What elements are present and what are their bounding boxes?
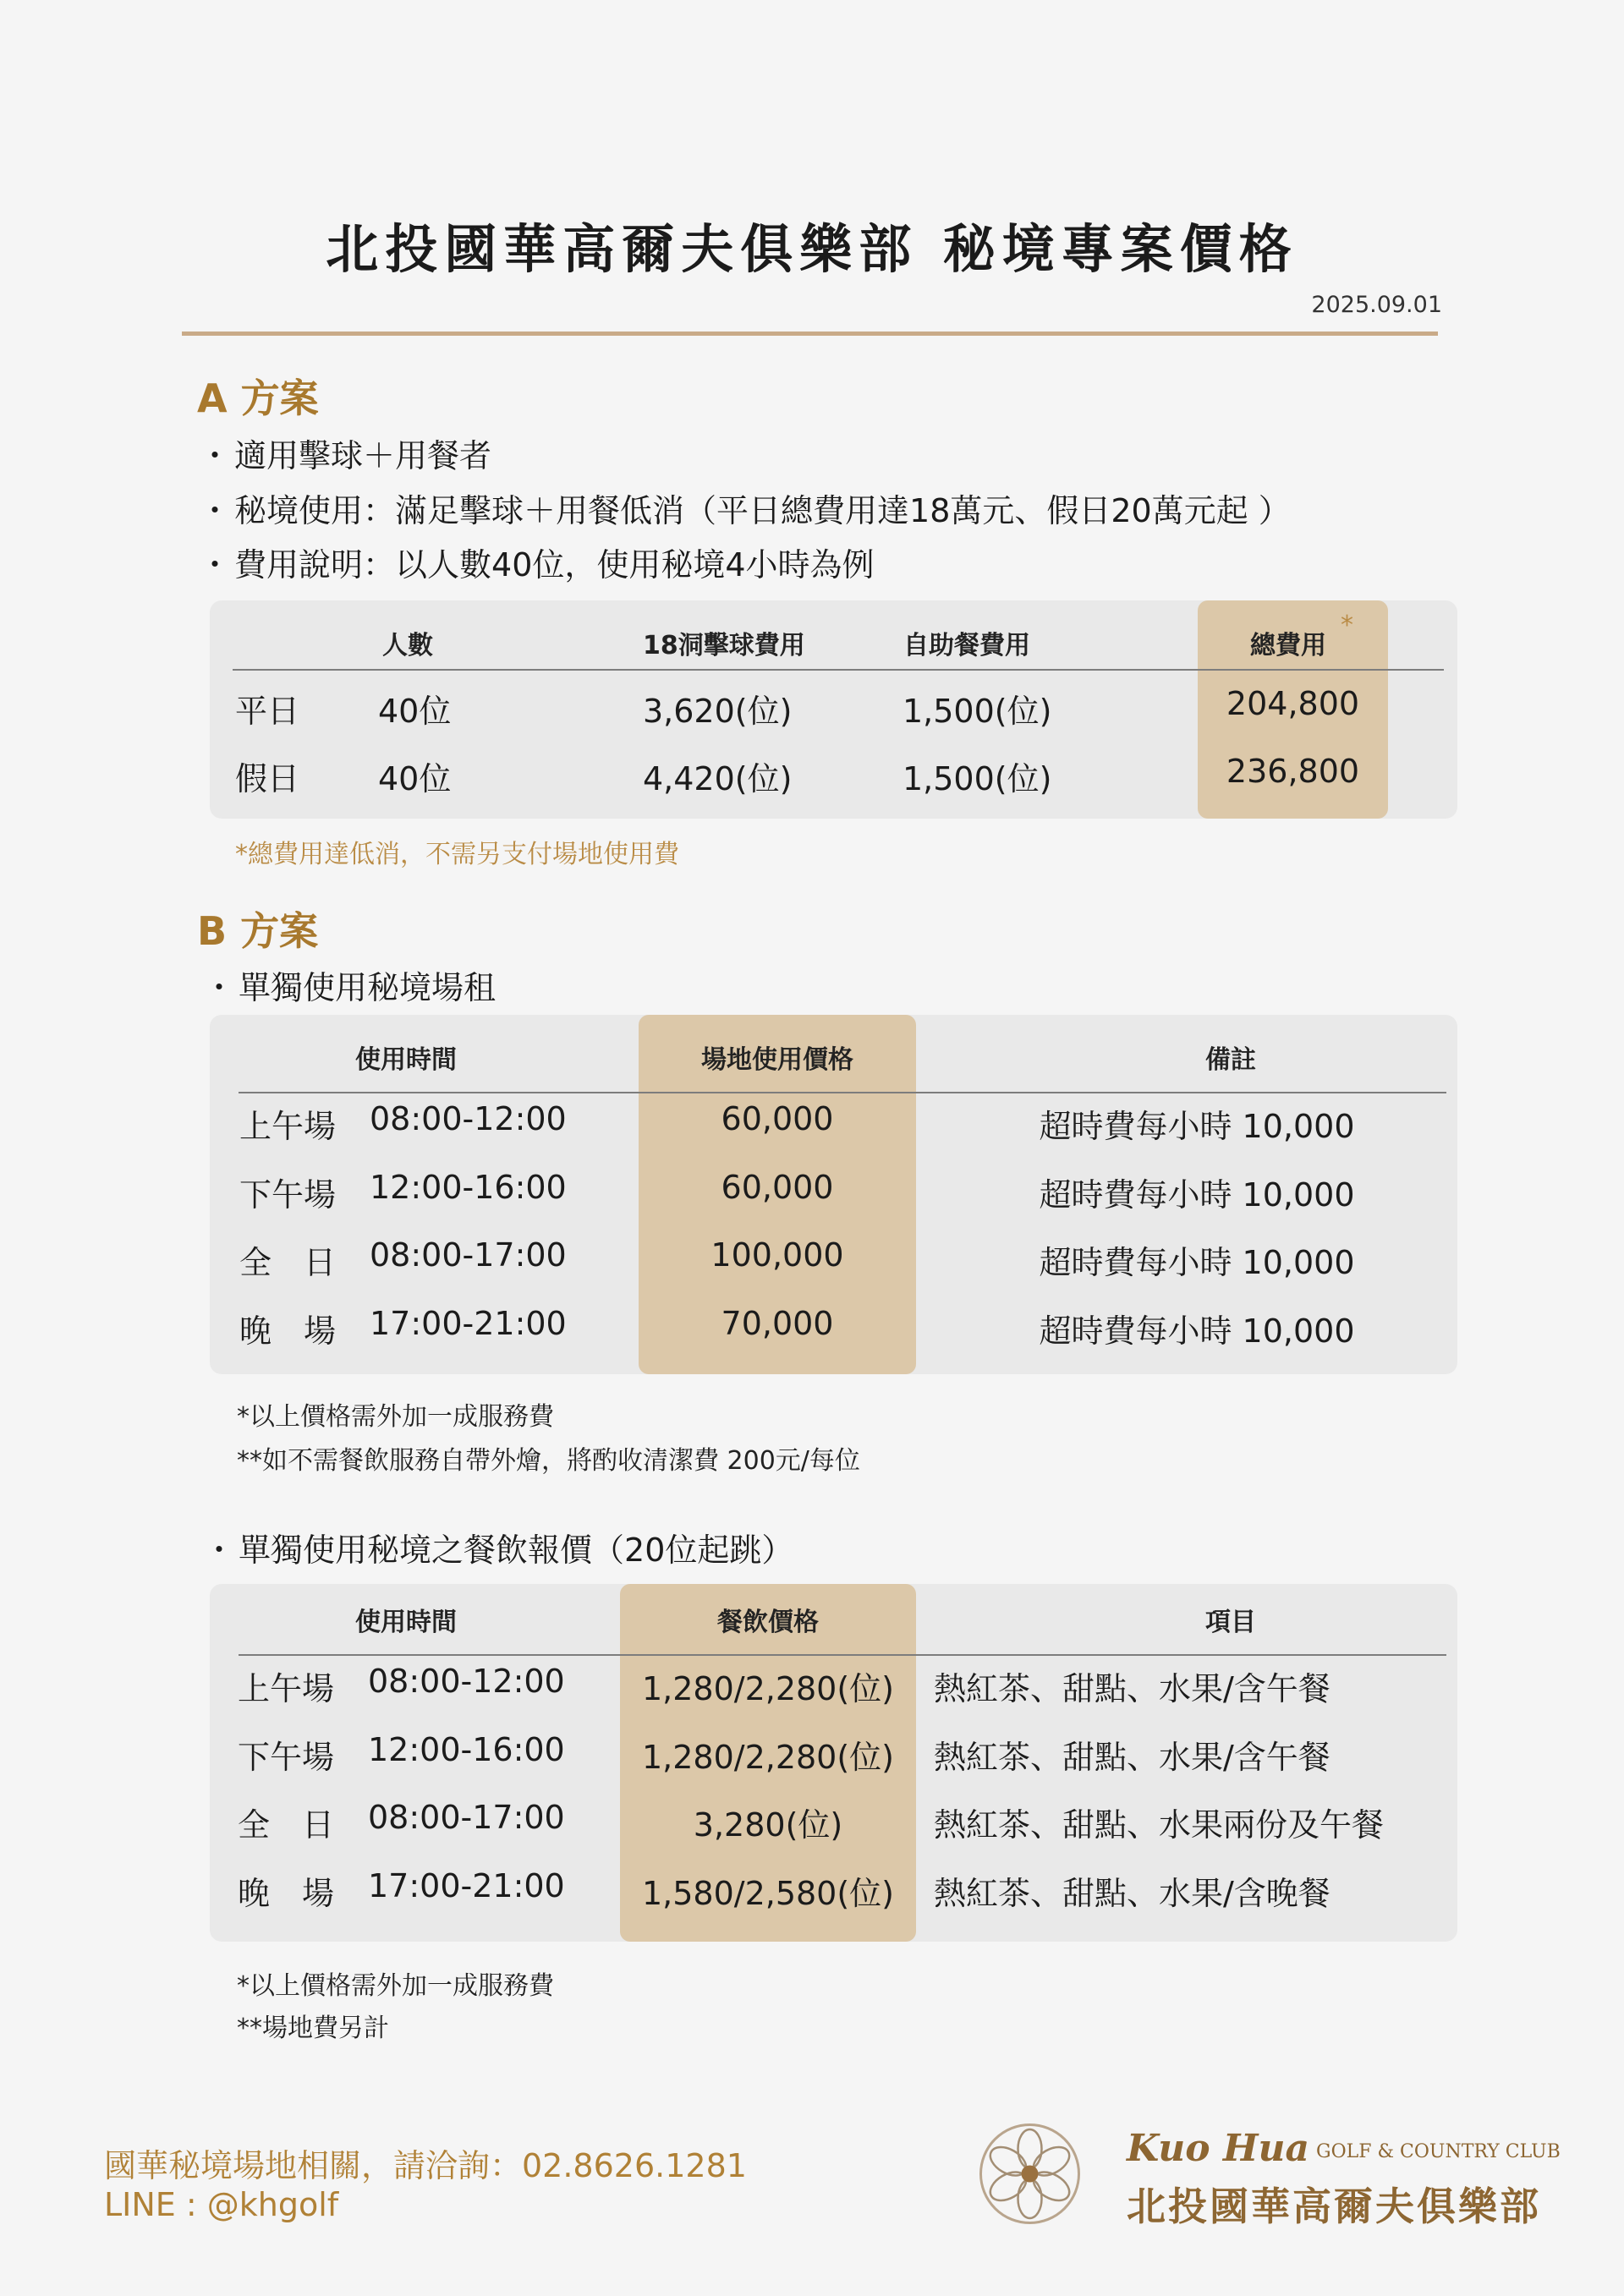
row-time: 08:00-12:00: [368, 1663, 565, 1700]
row-venue-price: 70,000: [721, 1305, 834, 1342]
catering-note: *以上價格需外加一成服務費: [237, 1971, 554, 2001]
row-catering-price: 1,280/2,280(位): [641, 1739, 895, 1776]
row-items: 熱紅茶、甜點、水果/含午餐: [934, 1670, 1330, 1707]
header-buffet-fee: 自助餐費用: [903, 631, 1030, 660]
row-session: 晚 場: [239, 1312, 337, 1350]
header-remark: 備註: [1205, 1045, 1256, 1075]
logo-chinese: 北投國華高爾夫俱樂部: [1127, 2184, 1541, 2229]
row-remark: 超時費每小時 10,000: [1039, 1244, 1355, 1281]
contact-phone: 國華秘境場地相關，請洽詢：02.8626.1281: [104, 2147, 747, 2184]
row-time: 12:00-16:00: [370, 1169, 567, 1206]
row-buffet-fee: 1,500(位): [903, 760, 1052, 797]
plan-b-title: B 方案: [197, 908, 319, 954]
row-items: 熱紅茶、甜點、水果/含晚餐: [934, 1875, 1330, 1912]
row-catering-price: 1,580/2,580(位): [641, 1875, 895, 1912]
row-remark: 超時費每小時 10,000: [1039, 1108, 1355, 1145]
header-time: 使用時間: [355, 1045, 457, 1075]
row-session: 下午場: [238, 1739, 335, 1776]
row-venue-price: 100,000: [710, 1236, 844, 1274]
row-items: 熱紅茶、甜點、水果兩份及午餐: [934, 1806, 1385, 1844]
row-total: 236,800: [1226, 753, 1360, 790]
row-catering-price: 1,280/2,280(位): [641, 1670, 895, 1707]
row-session: 上午場: [239, 1108, 337, 1145]
row-remark: 超時費每小時 10,000: [1039, 1176, 1355, 1214]
row-time: 17:00-21:00: [368, 1867, 565, 1904]
table-header-rule: [239, 1092, 1446, 1093]
header-items: 項目: [1205, 1608, 1256, 1637]
plan-a-bullet: ・ 適用擊球＋用餐者: [199, 430, 491, 476]
row-session: 上午場: [238, 1670, 335, 1707]
contact-line: LINE : @khgolf: [104, 2186, 339, 2223]
row-day: 平日: [235, 693, 300, 730]
table-header-rule: [233, 669, 1444, 671]
logo-subtitle: GOLF & COUNTRY CLUB: [1316, 2141, 1561, 2162]
flower-emblem-icon: [977, 2121, 1083, 2227]
row-remark: 超時費每小時 10,000: [1039, 1312, 1355, 1350]
table-header-rule: [239, 1654, 1446, 1656]
row-time: 08:00-17:00: [370, 1236, 567, 1274]
row-golf-fee: 4,420(位): [643, 760, 793, 797]
row-day: 假日: [235, 760, 300, 797]
header-golf-fee: 18洞擊球費用: [643, 631, 805, 660]
header-total-fee: 總費用: [1250, 631, 1326, 660]
row-buffet-fee: 1,500(位): [903, 693, 1052, 730]
venue-bullet: ・ 單獨使用秘境場租: [203, 962, 496, 1008]
plan-a-title: A 方案: [197, 375, 319, 421]
venue-note: *以上價格需外加一成服務費: [237, 1402, 554, 1432]
row-session: 晚 場: [238, 1875, 335, 1912]
row-golf-fee: 3,620(位): [643, 693, 793, 730]
row-venue-price: 60,000: [721, 1169, 834, 1206]
plan-a-note: *總費用達低消，不需另支付場地使用費: [235, 840, 679, 869]
plan-a-bullet: ・ 秘境使用：滿足擊球＋用餐低消（平日總費用達18萬元、假日20萬元起 ）: [199, 485, 1291, 531]
header-venue-price: 場地使用價格: [701, 1045, 853, 1075]
plan-a-bullet: ・ 費用說明：以人數40位，使用秘境4小時為例: [199, 539, 875, 585]
row-session: 全 日: [239, 1244, 337, 1281]
row-time: 12:00-16:00: [368, 1731, 565, 1768]
row-people: 40位: [378, 760, 452, 797]
row-items: 熱紅茶、甜點、水果/含午餐: [934, 1739, 1330, 1776]
header-people: 人數: [382, 631, 433, 660]
venue-note: **如不需餐飲服務自帶外燴，將酌收清潔費 200元/每位: [237, 1446, 860, 1476]
header-time: 使用時間: [355, 1608, 457, 1637]
header-catering-price: 餐飲價格: [717, 1608, 819, 1637]
row-time: 08:00-17:00: [368, 1799, 565, 1836]
document-date: 2025.09.01: [1311, 292, 1442, 318]
page-title: 北投國華高爾夫俱樂部 秘境專案價格: [326, 218, 1298, 280]
row-people: 40位: [378, 693, 452, 730]
row-time: 08:00-12:00: [370, 1100, 567, 1137]
catering-bullet: ・ 單獨使用秘境之餐飲報價（20位起跳）: [203, 1524, 793, 1570]
row-time: 17:00-21:00: [370, 1305, 567, 1342]
row-catering-price: 3,280(位): [693, 1806, 843, 1844]
row-venue-price: 60,000: [721, 1100, 834, 1137]
total-asterisk: *: [1341, 611, 1353, 640]
row-session: 下午場: [239, 1176, 337, 1214]
catering-note: **場地費另計: [237, 2014, 389, 2043]
title-divider: [182, 332, 1438, 336]
row-session: 全 日: [238, 1806, 335, 1844]
logo-script: Kuo Hua: [1127, 2127, 1310, 2170]
row-total: 204,800: [1226, 685, 1360, 722]
